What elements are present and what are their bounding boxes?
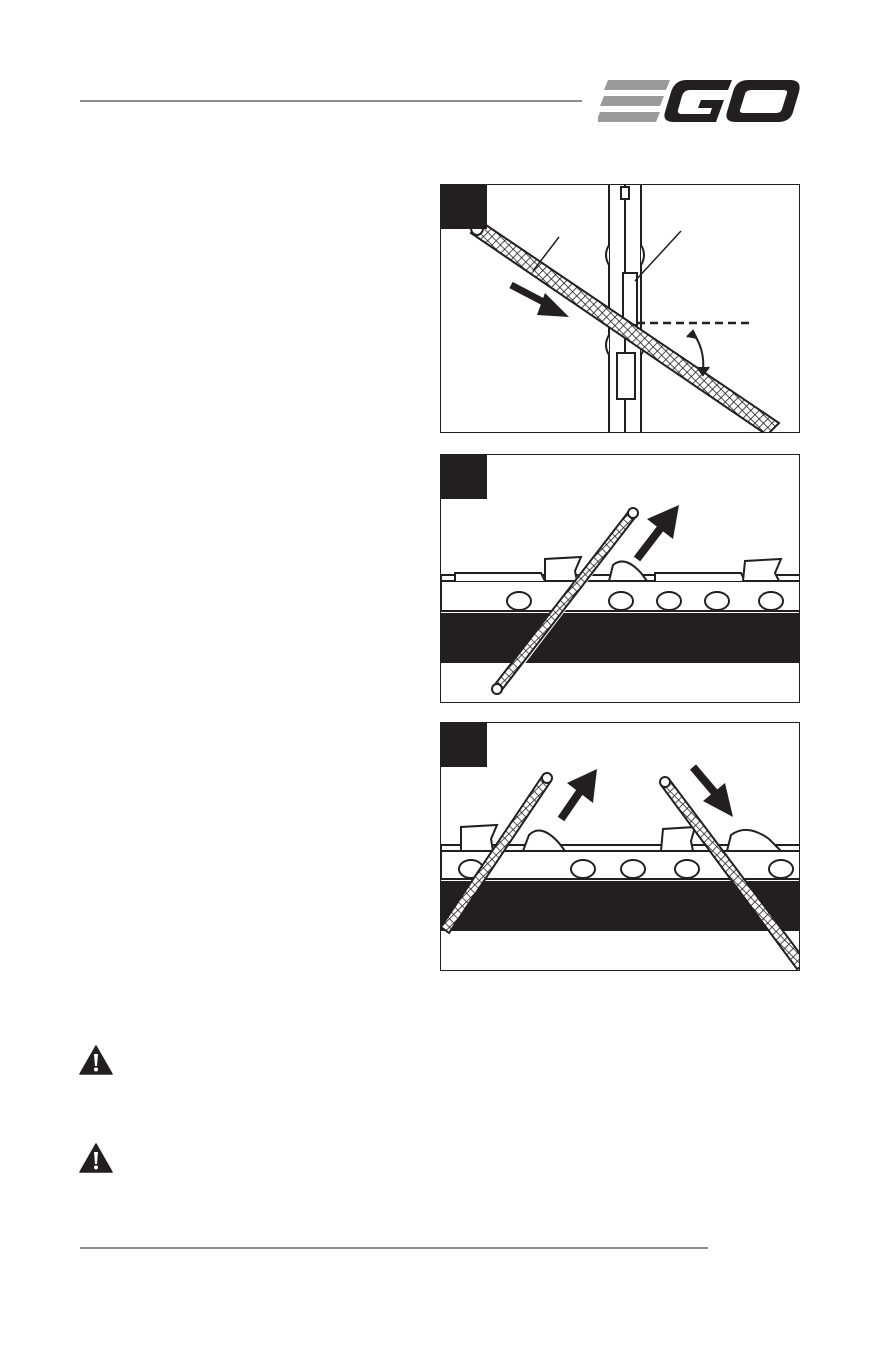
figure-label-tag <box>441 455 487 499</box>
header-rule <box>80 100 582 102</box>
figure-sharpening-side-view-outward <box>440 454 800 703</box>
warning-triangle-icon <box>79 1143 113 1173</box>
chain-side-view-illustration <box>441 455 800 703</box>
ego-logo <box>598 78 802 126</box>
direction-arrow-icon <box>693 767 733 817</box>
footer-rule <box>80 1247 708 1249</box>
figure-sharpening-side-view-both-sides <box>440 722 800 971</box>
chain-top-view-illustration <box>441 185 800 433</box>
direction-arrow-icon <box>637 505 679 559</box>
figure-sharpening-top-view <box>440 184 800 433</box>
ego-logo-icon <box>598 78 802 126</box>
figure-label-tag <box>441 185 487 229</box>
direction-arrow-icon <box>561 769 597 819</box>
chain-side-view-illustration <box>441 723 800 971</box>
figure-label-tag <box>441 723 487 767</box>
warning-triangle-icon <box>79 1045 113 1075</box>
